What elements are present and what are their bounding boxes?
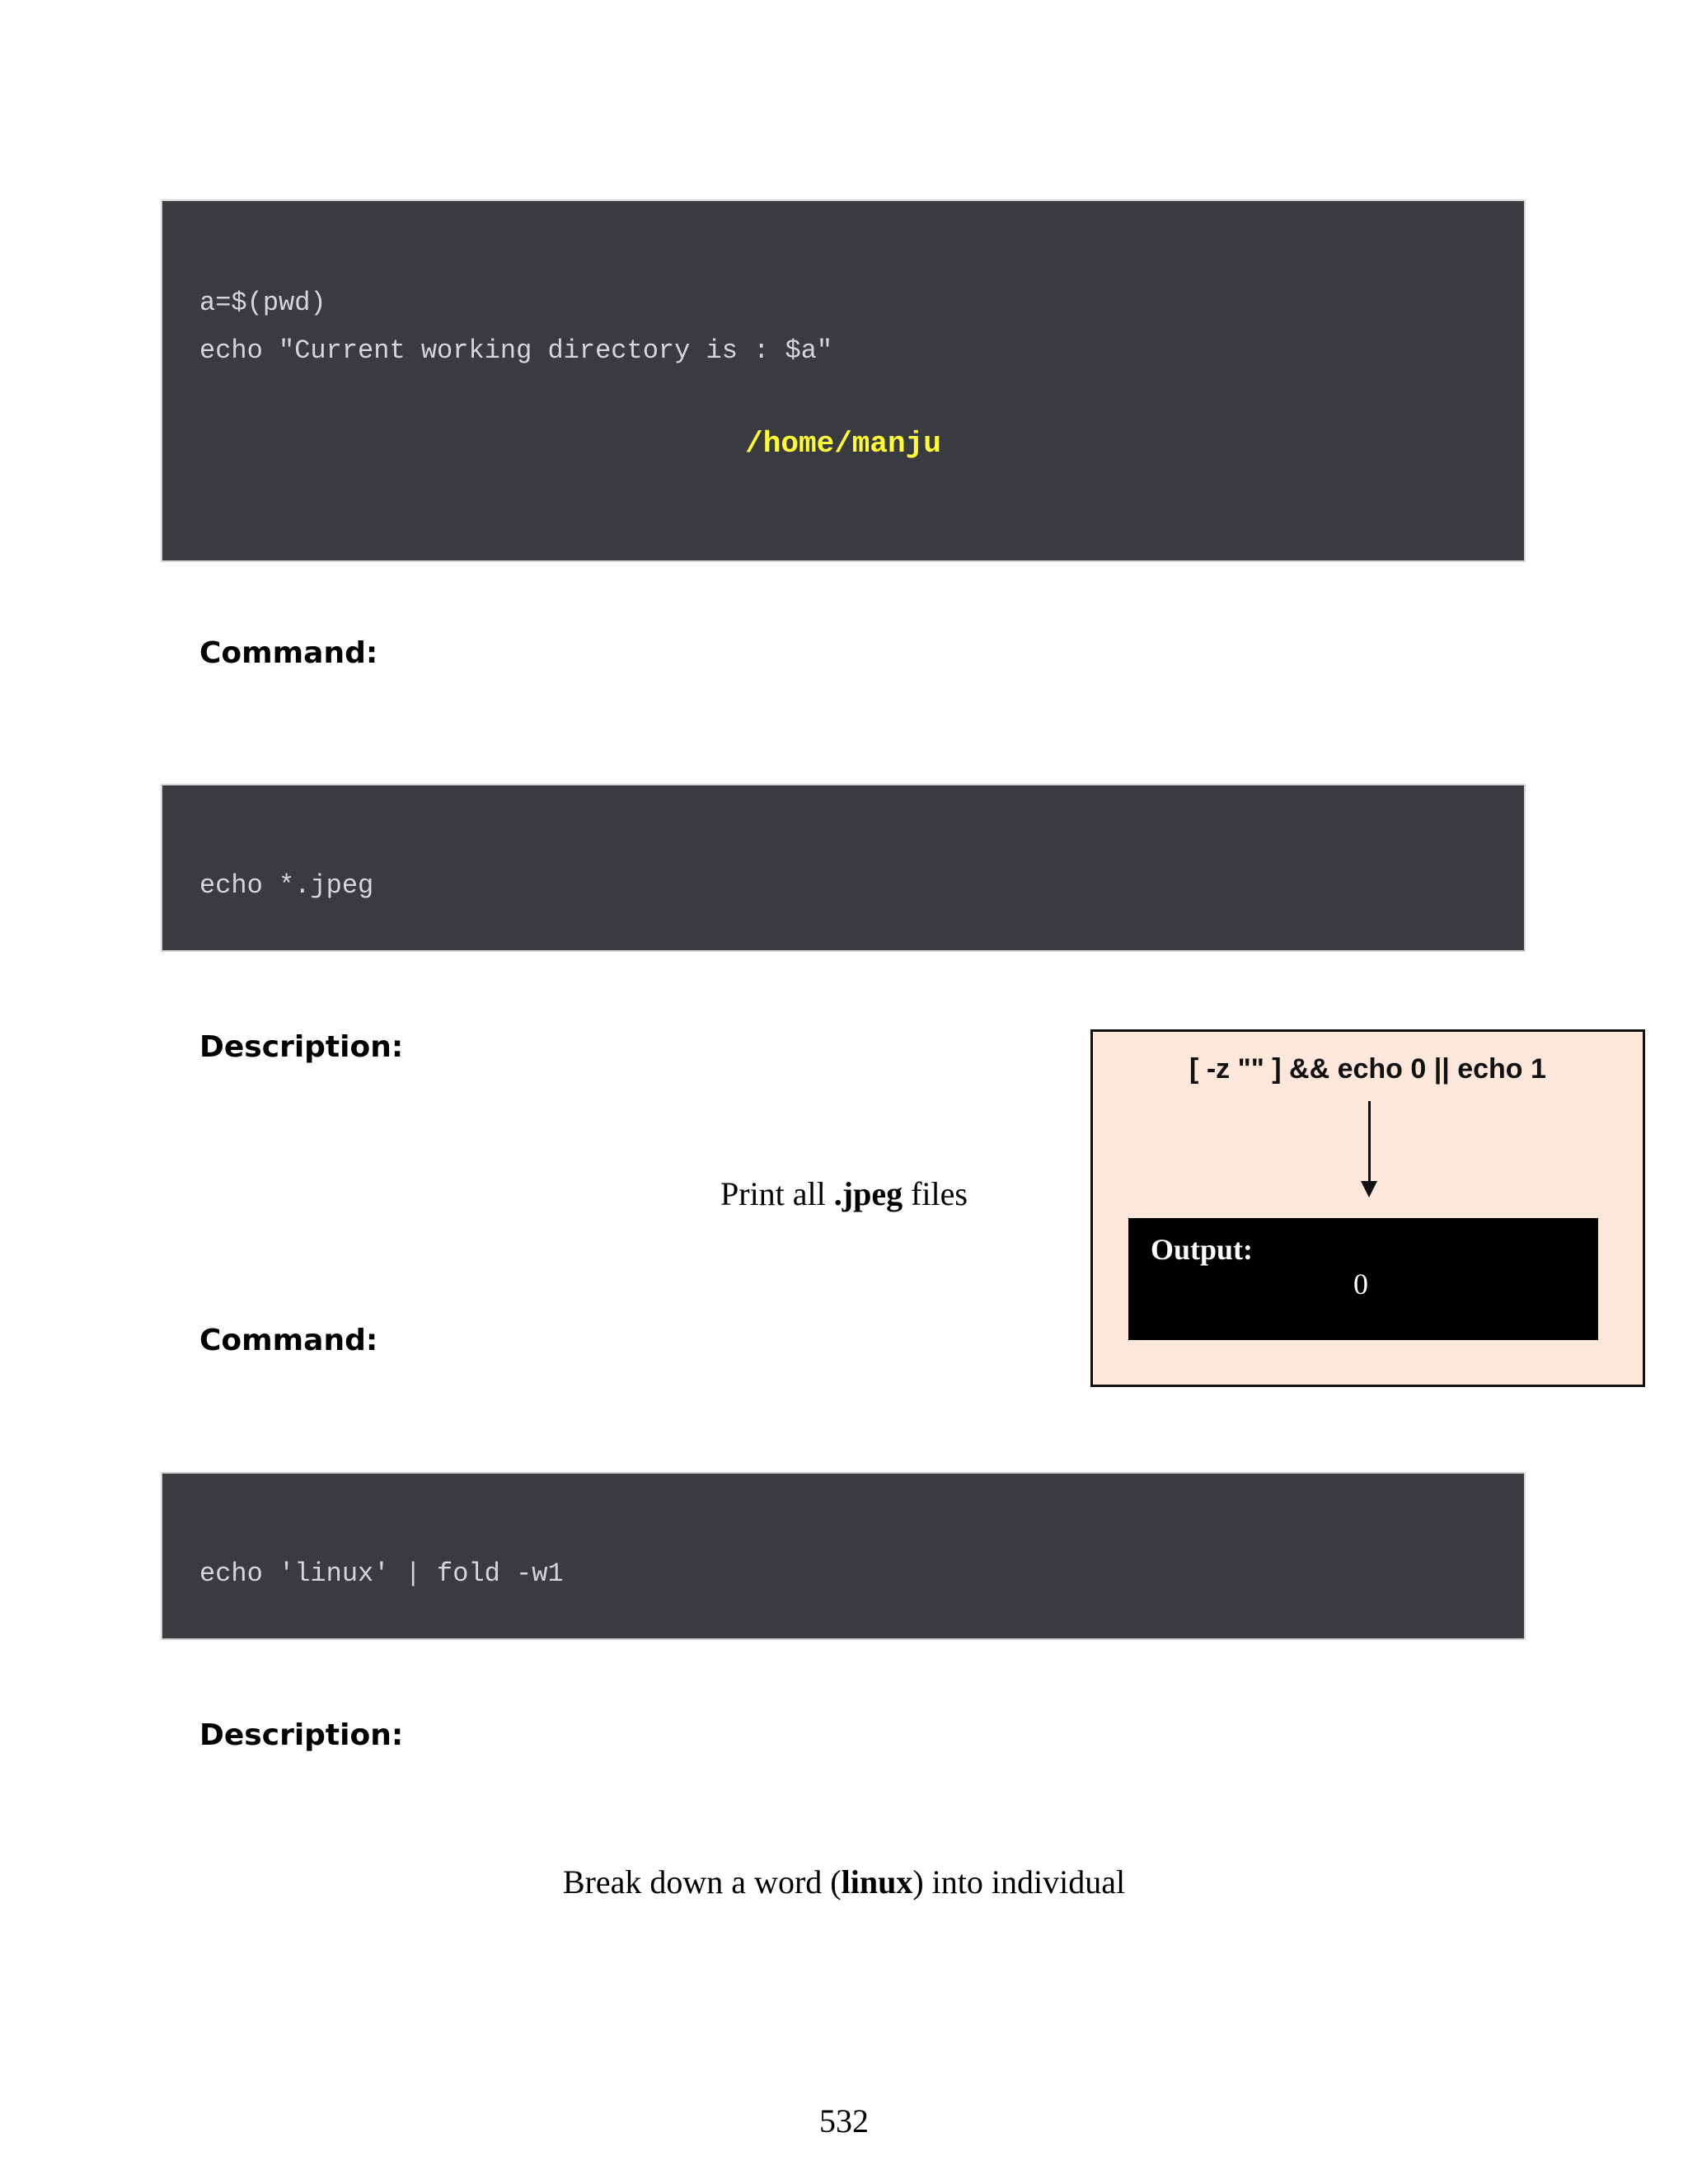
example-command: [ -z "" ] && echo 0 || echo 1 bbox=[1189, 1053, 1546, 1085]
description-text bbox=[0, 1863, 1688, 1900]
code-block-pwd bbox=[161, 199, 1526, 562]
section-heading-command: Command: bbox=[199, 636, 378, 670]
description-text-plain: Print all bbox=[720, 1175, 834, 1212]
section-heading-description: Description: bbox=[199, 1030, 404, 1064]
code-line: echo *.jpeg bbox=[199, 870, 374, 901]
code-line: echo 'linux' | fold -w1 bbox=[199, 1558, 564, 1589]
description-text-plain: files bbox=[903, 1175, 968, 1212]
section-heading-command: Command: bbox=[199, 1324, 378, 1357]
description-text-plain: Break down a word ( bbox=[562, 1863, 842, 1900]
code-block-jpeg bbox=[161, 784, 1526, 952]
output-panel bbox=[1128, 1218, 1598, 1340]
arrow-head-icon bbox=[1361, 1181, 1377, 1197]
section-heading-description: Description: bbox=[199, 1718, 404, 1752]
description-text-plain: ) into individual bbox=[912, 1863, 1126, 1900]
code-block-fold bbox=[161, 1472, 1526, 1640]
description-text-bold: .jpeg bbox=[833, 1175, 903, 1212]
code-line: a=$(pwd) bbox=[199, 288, 326, 318]
down-arrow-icon bbox=[1368, 1101, 1371, 1183]
output-value: 0 bbox=[1353, 1268, 1368, 1301]
code-line: echo "Current working directory is : $a" bbox=[199, 335, 833, 366]
code-output: /home/manju bbox=[745, 427, 941, 461]
page-number: 532 bbox=[819, 2102, 869, 2139]
output-label: Output: bbox=[1151, 1233, 1254, 1266]
description-text-bold: linux bbox=[841, 1863, 913, 1900]
example-output-box bbox=[1090, 1029, 1645, 1387]
